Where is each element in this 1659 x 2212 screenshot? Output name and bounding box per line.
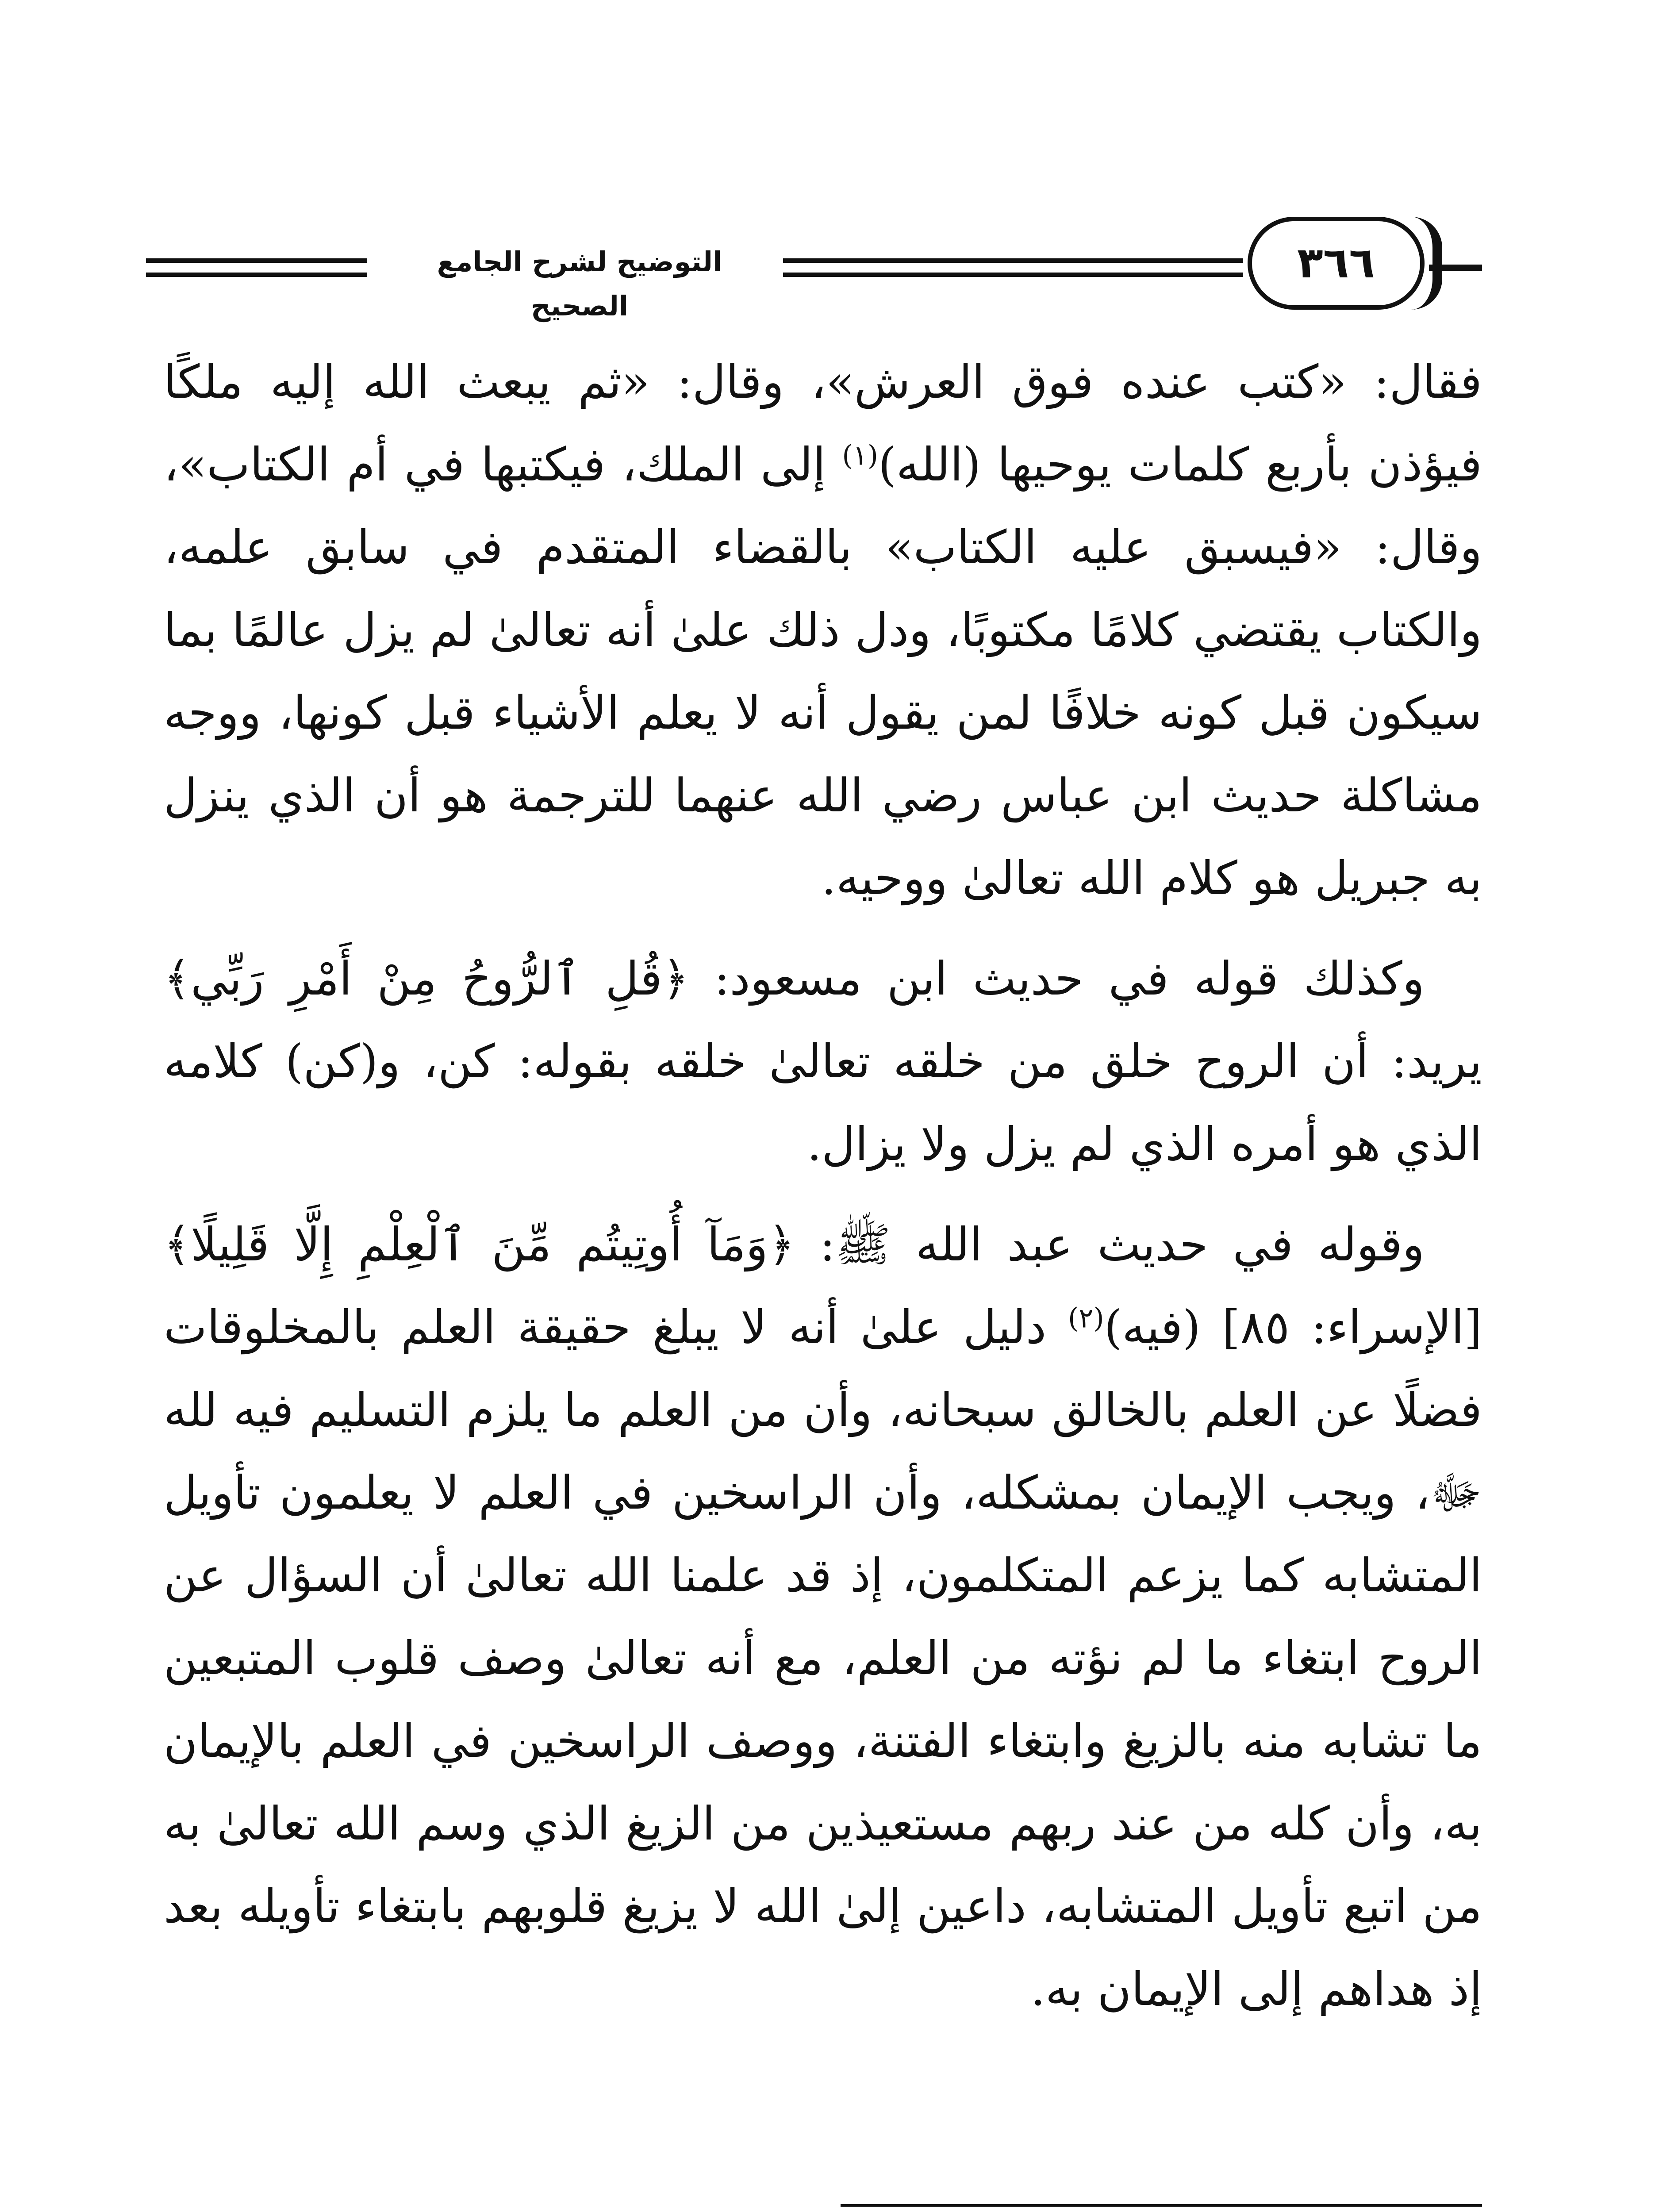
paragraph	[164, 1203, 1482, 2031]
header-rule	[1429, 265, 1482, 271]
body-text	[164, 341, 1482, 2031]
paragraph-text: دليل علىٰ أنه لا يبلغ حقيقة العلم بالمخلوقات فضلًا عن العلم بالخالق سبحانه، وأن من العلم ما يلزم التسليم فيه لله ﷻ، ويجب الإيمان بمشكله، وأن الراسخين في العلم لا يعلمون تأويل المتشابه كما يزعم المتكلمون، إذ قد علمنا الله تعالىٰ أن السؤال عن الروح ابتغاء ما لم نؤته من العلم، مع أنه تعالىٰ وصف قلوب المتبعين ما تشابه منه بالزيغ وابتغاء الفتنة، ووصف الراسخين في العلم بالإيمان به، وأن كله من عند ربهم مستعيذين من الزيغ الذي وسم الله تعالىٰ به من اتبع تأويل المتشابه، داعين إلىٰ الله لا يزيغ قلوبهم بابتغاء تأويله بعد إذ هداهم إلى الإيمان به.	[164, 1300, 1482, 2016]
header-rule	[146, 258, 367, 263]
header-rule	[146, 273, 367, 277]
page-number: ٣٦٦	[1248, 217, 1425, 310]
paragraph-text: فقال: «كتب عنده فوق العرش»، وقال: «ثم يبعث الله إليه ملكًا فيؤذن بأربع كلمات يوحيها (الله)	[164, 355, 1482, 492]
paragraph	[164, 341, 1482, 920]
paragraph: وكذلك قوله في حديث ابن مسعود: ﴿قُلِ ٱلرُّوحُ مِنْ أَمْرِ رَبِّي﴾ يريد: أن الروح خلق من خلقه تعالىٰ خلقه بقوله: كن، و(كن) كلامه الذي هو أمره الذي لم يزل ولا يزال.	[164, 952, 1482, 1171]
page-badge-ornament	[1411, 217, 1442, 310]
footnote-ref: (٢)	[1068, 1302, 1104, 1334]
running-header	[146, 212, 1486, 322]
footnote-ref: (١)	[842, 439, 879, 472]
header-rule	[783, 258, 1243, 263]
header-rule	[783, 273, 1243, 277]
paragraph-text: وقوله في حديث عبد الله ﷺ: ﴿وَمَآ أُوتِيتُم مِّنَ ٱلْعِلْمِ إِلَّا قَلِيلًا﴾ [الإسراء: ٨٥] (فيه)	[164, 1217, 1482, 1354]
footnote-separator	[841, 2204, 1482, 2207]
running-title: التوضيح لشرح الجامع الصحيح	[437, 246, 722, 322]
paragraph-text: إلى الملك، فيكتبها في أم الكتاب»، وقال: «فيسبق عليه الكتاب» بالقضاء المتقدم في سابق علمه، والكتاب يقتضي كلامًا مكتوبًا، ودل ذلك علىٰ أنه تعالىٰ لم يزل عالمًا بما سيكون قبل كونه خلافًا لمن يقول أنه لا يعلم الأشياء قبل كونها، ووجه مشاكلة حديث ابن عباس رضي الله عنهما للترجمة هو أن الذي ينزل به جبريل هو كلام الله تعالىٰ ووحيه.	[164, 438, 1482, 905]
